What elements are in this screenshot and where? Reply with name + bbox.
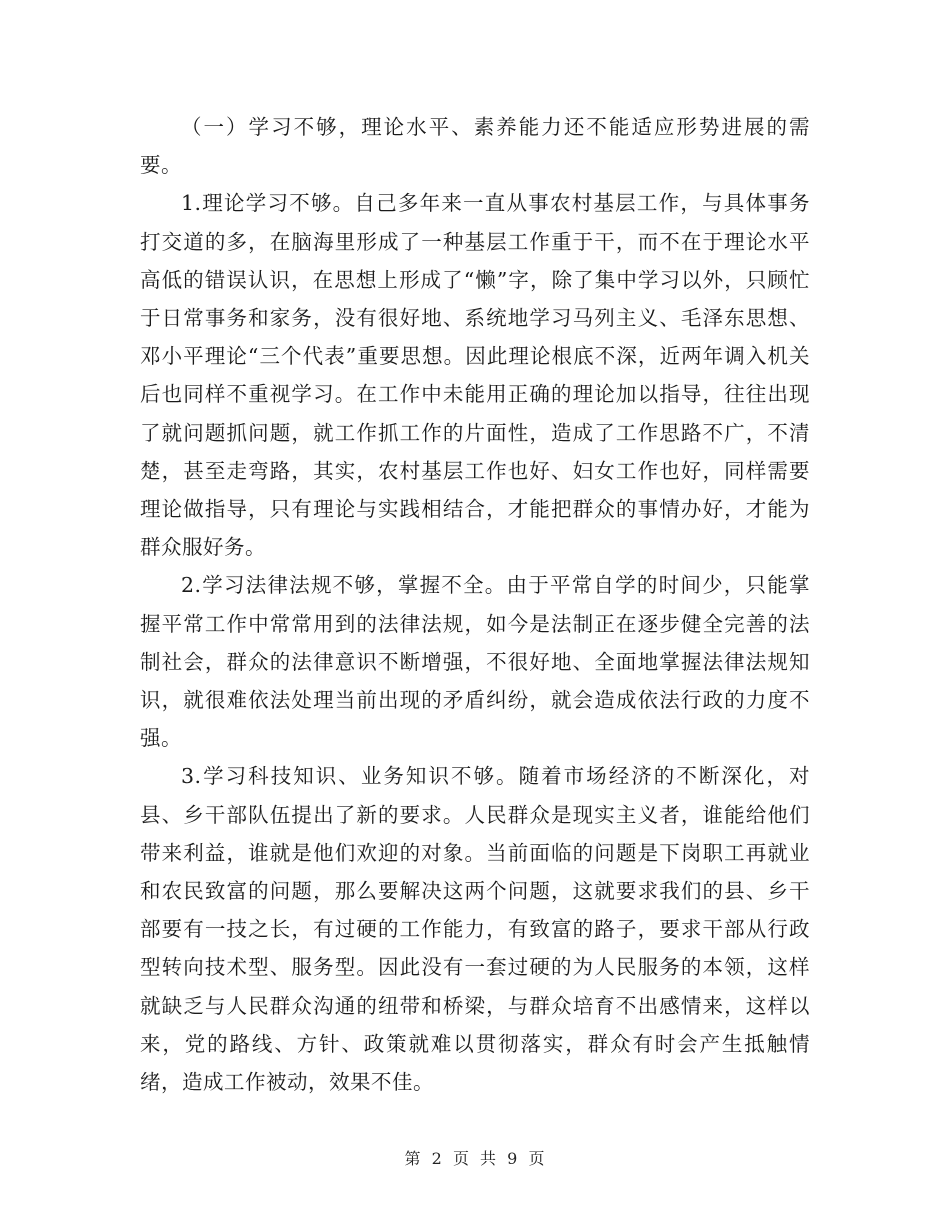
- footer-total-word: 共: [480, 1149, 498, 1168]
- footer-page-word: 页: [452, 1149, 470, 1168]
- body-paragraph-tech-study: 3.学习科技知识、业务知识不够。随着市场经济的不断深化，对县、乡干部队伍提出了新的要求。人民群众是现实主义者，谁能给他们带来利益，谁就是他们欢迎的对象。当前面临的问题是下岗职工再就业和农民致富的问题，那么要解决这两个问题，这就要求我们的县、乡干部要有一技之长，有过硬的工作能力，有致富的路子，要求干部从行政型转向技术型、服务型。因此没有一套过硬的为人民服务的本领，这样就缺乏与人民群众沟通的纽带和桥梁，与群众培育不出感情来，这样以来，党的路线、方针、政策就难以贯彻落实，群众有时会产生抵触情绪，造成工作被动，效果不佳。: [140, 764, 810, 1095]
- footer-suffix: 页: [528, 1149, 546, 1168]
- section-heading-paragraph: （一）学习不够，理论水平、素养能力还不能适应形势进展的需要。: [140, 115, 810, 178]
- document-body: [140, 108, 810, 1101]
- page-number-footer: [0, 1146, 950, 1169]
- body-paragraph-theory-study: 1.理论学习不够。自己多年来一直从事农村基层工作，与具体事务打交道的多，在脑海里形成了一种基层工作重于干，而不在于理论水平高低的错误认识，在思想上形成了“懒”字，除了集中学习以外，只顾忙于日常事务和家务，没有很好地、系统地学习马列主义、毛泽东思想、邓小平理论“三个代表”重要思想。因此理论根底不深，近两年调入机关后也同样不重视学习。在工作中未能用正确的理论加以指导，往往出现了就问题抓问题，就工作抓工作的片面性，造成了工作思路不广，不清楚，甚至走弯路，其实，农村基层工作也好、妇女工作也好，同样需要理论做指导，只有理论与实践相结合，才能把群众的事情办好，才能为群众服好务。: [140, 191, 810, 560]
- footer-total-pages: 9: [507, 1149, 519, 1168]
- body-paragraph-law-study: 2.学习法律法规不够，掌握不全。由于平常自学的时间少，只能掌握平常工作中常常用到的法律法规，如今是法制正在逐步健全完善的法制社会，群众的法律意识不断增强，不很好地、全面地掌握法律法规知识，就很难依法处理当前出现的矛盾纠纷，就会造成依法行政的力度不强。: [140, 573, 810, 751]
- footer-current-page: 2: [431, 1149, 443, 1168]
- footer-prefix: 第: [404, 1149, 422, 1168]
